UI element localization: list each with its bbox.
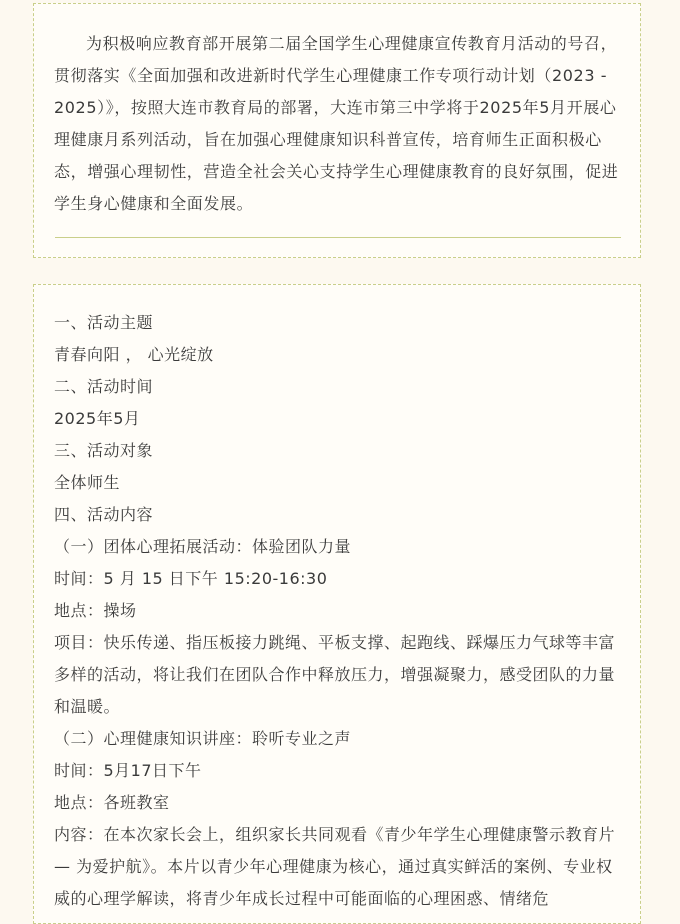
- activity1-title: （一）团体心理拓展活动：体验团队力量: [54, 537, 352, 556]
- plan-content: [54, 307, 626, 915]
- intro-card: [33, 3, 641, 258]
- activity1-project: 项目：快乐传递、指压板接力跳绳、平板支撑、起跑线、踩爆压力气球等丰富多样的活动，将让我们在团队合作中释放压力，增强凝聚力，感受团队的力量和温暖。: [54, 633, 616, 716]
- activity2-place: 地点：各班教室: [54, 793, 170, 812]
- section-heading-time: 二、活动时间: [54, 377, 154, 396]
- plan-card: [33, 284, 641, 924]
- theme-text: 青春向阳 ， 心光绽放: [54, 345, 214, 364]
- activity2-title: （二）心理健康知识讲座：聆听专业之声: [54, 729, 352, 748]
- section-heading-audience: 三、活动对象: [54, 441, 154, 460]
- activity2-time: 时间：5月17日下午: [54, 761, 202, 780]
- divider-line: [55, 237, 621, 238]
- intro-paragraph: 为积极响应教育部开展第二届全国学生心理健康宣传教育月活动的号召，贯彻落实《全面加强和改进新时代学生心理健康工作专项行动计划（2023 - 2025）》，按照大连市教育局的部署，大连市第三中学将于2025年5月开展心理健康月系列活动，旨在加强心理健康知识科普宣传，培育师生正面积极心态，增强心理韧性，营造全社会关心支持学生心理健康教育的良好氛围，促进学生身心健康和全面发展。: [54, 34, 619, 213]
- time-text: 2025年5月: [54, 409, 141, 428]
- activity2-content: 内容：在本次家长会上，组织家长共同观看《青少年学生心理健康警示教育片 — 为爱护航》。本片以青少年心理健康为核心，通过真实鲜活的案例、专业权威的心理学解读，将青少年成长过程中可能面临的心理困惑、情绪危: [54, 825, 616, 908]
- activity1-place: 地点：操场: [54, 601, 137, 620]
- activity1-time: 时间：5 月 15 日下午 15:20-16:30: [54, 569, 328, 588]
- section-heading-content: 四、活动内容: [54, 505, 154, 524]
- section-heading-theme: 一、活动主题: [54, 313, 154, 332]
- audience-text: 全体师生: [54, 473, 121, 492]
